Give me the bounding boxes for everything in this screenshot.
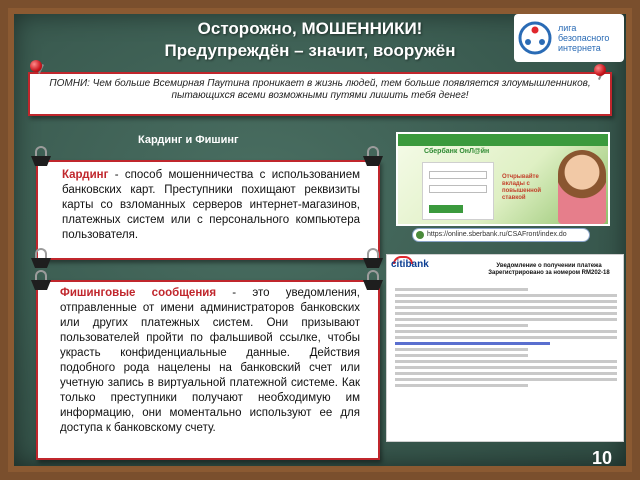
binder-clip-icon: [362, 146, 384, 168]
pushpin-right-icon: [594, 64, 606, 76]
title-line-2: Предупреждён – значит, вооружён: [164, 41, 456, 60]
password-field: [429, 185, 487, 193]
email-text-line: [395, 330, 617, 333]
pushpin-left-icon: [30, 60, 42, 72]
bank-site-screenshot: [396, 132, 610, 226]
binder-clip-icon: [30, 270, 52, 292]
address-bar-url: https://online.sberbank.ru/CSAFront/index.do: [427, 231, 567, 238]
safe-internet-league-logo: [514, 14, 624, 62]
warning-note-text: ПОМНИ: Чем больше Всемирная Паутина проникает в жизнь людей, тем больше появляется злоумышленников, пытающихся всеми возможными путями лишить тебя денег!: [49, 78, 591, 101]
email-body: [395, 285, 617, 390]
carding-term: Кардинг: [62, 169, 109, 181]
email-text-line: [395, 348, 528, 351]
citibank-logo: citibank: [391, 259, 429, 270]
email-text-line: [395, 384, 528, 387]
email-phishing-link: [395, 342, 550, 345]
logo-line-2: безопасного: [558, 33, 610, 43]
email-text-line: [395, 336, 617, 339]
phishing-term: Фишинговые сообщения: [60, 287, 217, 299]
email-text-line: [395, 294, 617, 297]
globe-icon: [518, 21, 552, 55]
warning-note: [28, 72, 612, 116]
carding-card: [36, 160, 380, 260]
binder-clip-icon: [362, 270, 384, 292]
binder-clip-icon: [362, 248, 384, 270]
phishing-card: [36, 280, 380, 460]
email-text-line: [395, 312, 617, 315]
bank-site-header-bar: [398, 134, 608, 146]
logo-text: [558, 23, 609, 53]
promo-photo: [558, 150, 606, 224]
email-text-line: [395, 324, 528, 327]
email-text-line: [395, 360, 617, 363]
bank-promo-text: Отчрывайте вклады с повышенной ставкой: [502, 174, 542, 201]
logo-line-3: интернета: [558, 43, 601, 53]
bank-brand: Сбербанк ОнЛ@йн: [424, 148, 490, 155]
phishing-definition: - это уведомления, отправленные от имени администраторов банковских или других платежных систем. Они призывают пользователей пройти по фальшивой ссылке, чтобы украсть конфиденциальные данные. Действия подобного рода нацелены на банковский счет или учетную запись в виртуальной платежной системе. Как только преступники получают необходимую им информацию, они моментально используют ее для доступа к банковскому счету.: [60, 287, 360, 434]
login-button: [429, 205, 463, 213]
slide-title: [120, 18, 500, 62]
email-text-line: [395, 366, 617, 369]
phishing-email-screenshot: [386, 254, 624, 442]
email-text-line: [395, 288, 528, 291]
section-subtitle: Кардинг и Фишинг: [138, 134, 239, 146]
email-text-line: [395, 300, 617, 303]
lock-icon: [416, 231, 424, 239]
email-text-line: [395, 306, 617, 309]
email-text-line: [395, 372, 617, 375]
email-text-line: [395, 378, 617, 381]
email-heading: Уведомление о получении платежа Зарегистрировано за номером RM202-18: [488, 263, 610, 276]
binder-clip-icon: [30, 248, 52, 270]
title-line-1: Осторожно, МОШЕННИКИ!: [197, 19, 423, 38]
logo-line-1: лига: [558, 23, 577, 33]
email-text-line: [395, 318, 617, 321]
page-number: 10: [592, 448, 613, 468]
login-field: [429, 171, 487, 179]
email-text-line: [395, 354, 528, 357]
address-bar: [412, 228, 590, 242]
binder-clip-icon: [30, 146, 52, 168]
carding-definition: - способ мошенничества с использованием банковских карт. Преступники похищают реквизиты карты со взломанных серверов интернет-магазинов, платежных систем или с персонального компьютера пользователя.: [62, 169, 360, 241]
login-form: [422, 162, 494, 220]
